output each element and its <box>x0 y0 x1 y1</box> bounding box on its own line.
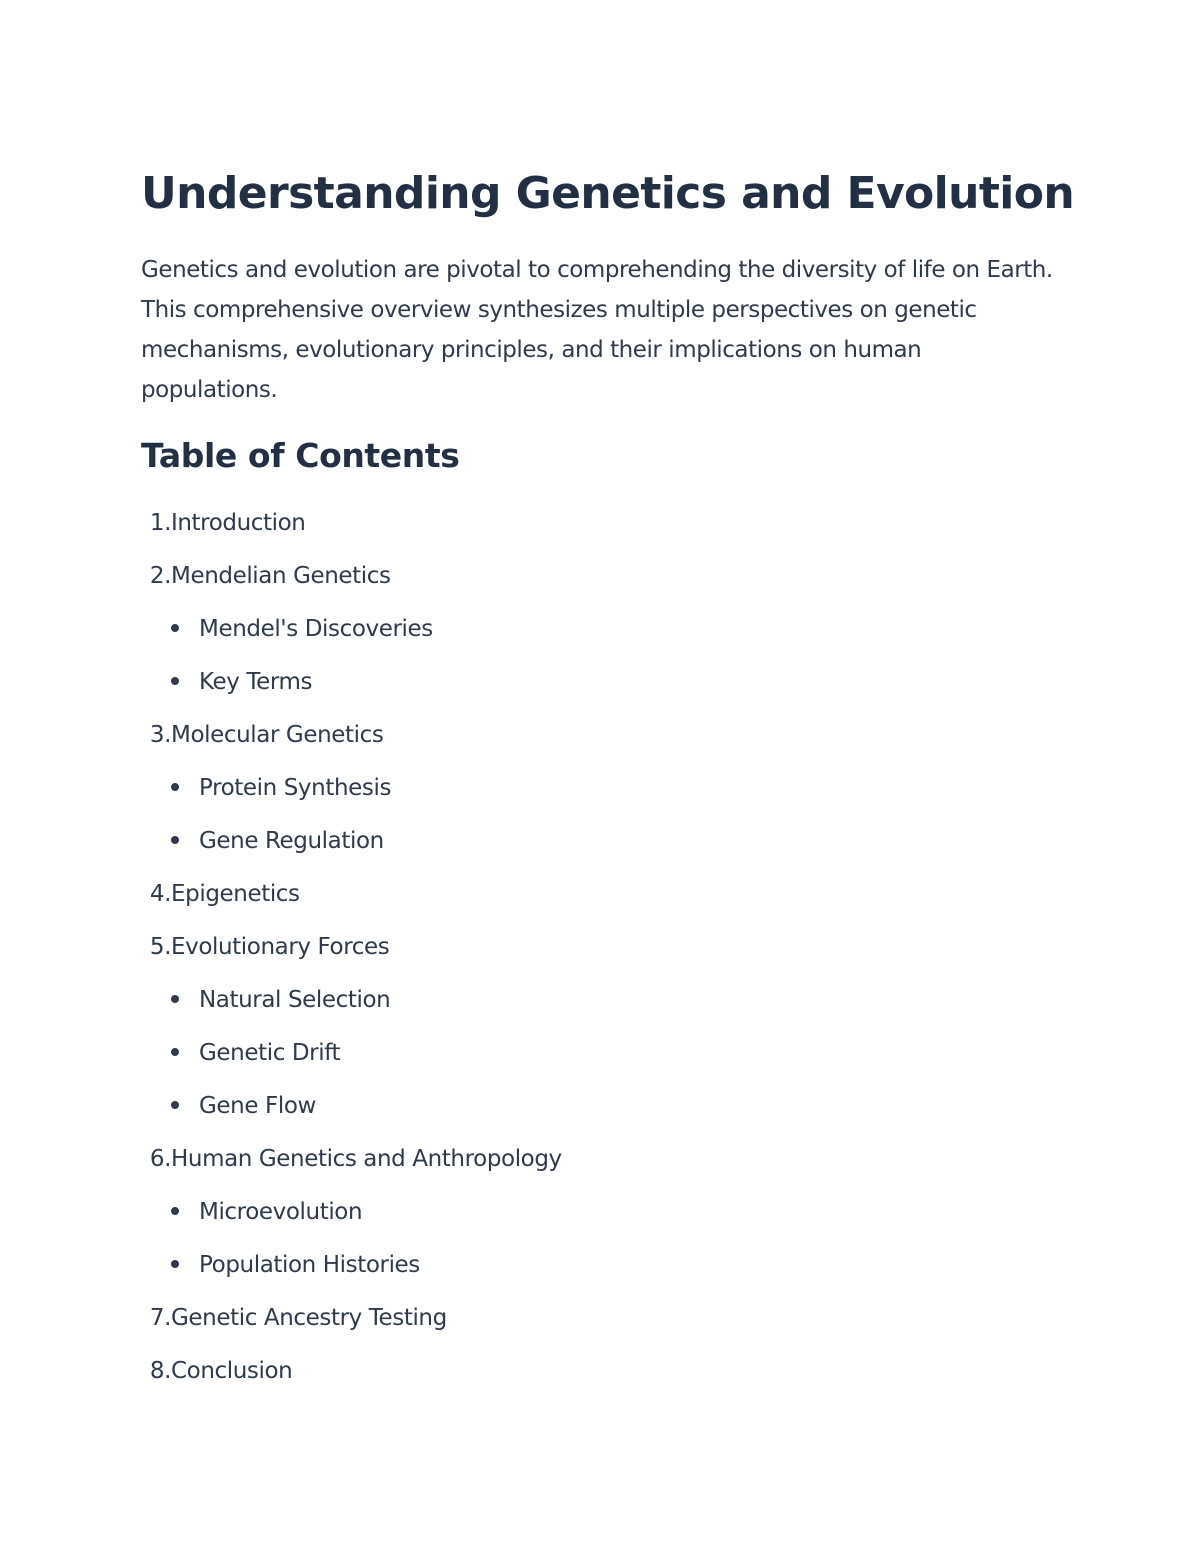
toc-subitem-population-histories[interactable] <box>171 1250 420 1280</box>
toc-subitem-label: Genetic Drift <box>199 1040 341 1066</box>
toc-subitem-label: Microevolution <box>199 1199 363 1225</box>
toc-item-conclusion[interactable] <box>141 1356 292 1386</box>
toc-subitem-gene-regulation[interactable] <box>171 826 384 856</box>
toc-item-human-genetics-and-anthropology[interactable] <box>141 1144 562 1174</box>
toc-item-label: Epigenetics <box>171 881 300 907</box>
bullet-icon <box>171 783 179 791</box>
document-title: Understanding Genetics and Evolution <box>141 168 1075 219</box>
toc-subitem-label: Gene Flow <box>199 1093 316 1119</box>
toc-item-number: 6. <box>149 1146 171 1172</box>
bullet-icon <box>171 1260 179 1268</box>
toc-subitem-label: Key Terms <box>199 669 313 695</box>
toc-subitem-mendels-discoveries[interactable] <box>171 614 433 644</box>
intro-paragraph: Genetics and evolution are pivotal to comprehending the diversity of life on Earth. This comprehensive overview synthesizes multiple perspectives on genetic mechanisms, evolutionary principles, and their implications on human populations. <box>141 257 1053 403</box>
toc-item-label: Human Genetics and Anthropology <box>171 1146 562 1172</box>
bullet-icon <box>171 677 179 685</box>
bullet-icon <box>171 624 179 632</box>
toc-item-label: Genetic Ancestry Testing <box>171 1305 447 1331</box>
toc-heading: Table of Contents <box>141 436 460 475</box>
toc-subitem-label: Gene Regulation <box>199 828 384 854</box>
toc-item-introduction[interactable] <box>141 508 305 538</box>
bullet-icon <box>171 836 179 844</box>
toc-item-label: Introduction <box>171 510 306 536</box>
toc-item-epigenetics[interactable] <box>141 879 300 909</box>
toc-subitem-label: Protein Synthesis <box>199 775 392 801</box>
toc-subitem-label: Population Histories <box>199 1252 420 1278</box>
toc-item-number: 7. <box>149 1305 171 1331</box>
toc-subitem-natural-selection[interactable] <box>171 985 390 1015</box>
toc-item-number: 8. <box>149 1358 171 1384</box>
toc-item-label: Evolutionary Forces <box>171 934 390 960</box>
toc-item-number: 5. <box>149 934 171 960</box>
toc-item-number: 1. <box>149 510 171 536</box>
toc-subitem-gene-flow[interactable] <box>171 1091 316 1121</box>
toc-item-label: Conclusion <box>171 1358 293 1384</box>
bullet-icon <box>171 1207 179 1215</box>
toc-subitem-protein-synthesis[interactable] <box>171 773 391 803</box>
toc-subitem-label: Mendel's Discoveries <box>199 616 433 642</box>
bullet-icon <box>171 995 179 1003</box>
bullet-icon <box>171 1048 179 1056</box>
toc-subitem-key-terms[interactable] <box>171 667 312 697</box>
toc-item-label: Molecular Genetics <box>171 722 384 748</box>
toc-item-number: 2. <box>149 563 171 589</box>
toc-item-number: 3. <box>149 722 171 748</box>
toc-subitem-genetic-drift[interactable] <box>171 1038 340 1068</box>
toc-item-genetic-ancestry-testing[interactable] <box>141 1303 447 1333</box>
toc-item-molecular-genetics[interactable] <box>141 720 383 750</box>
toc-subitem-label: Natural Selection <box>199 987 391 1013</box>
toc-item-number: 4. <box>149 881 171 907</box>
toc-item-label: Mendelian Genetics <box>171 563 391 589</box>
toc-item-mendelian-genetics[interactable] <box>141 561 391 591</box>
toc-subitem-microevolution[interactable] <box>171 1197 362 1227</box>
toc-item-evolutionary-forces[interactable] <box>141 932 389 962</box>
bullet-icon <box>171 1101 179 1109</box>
